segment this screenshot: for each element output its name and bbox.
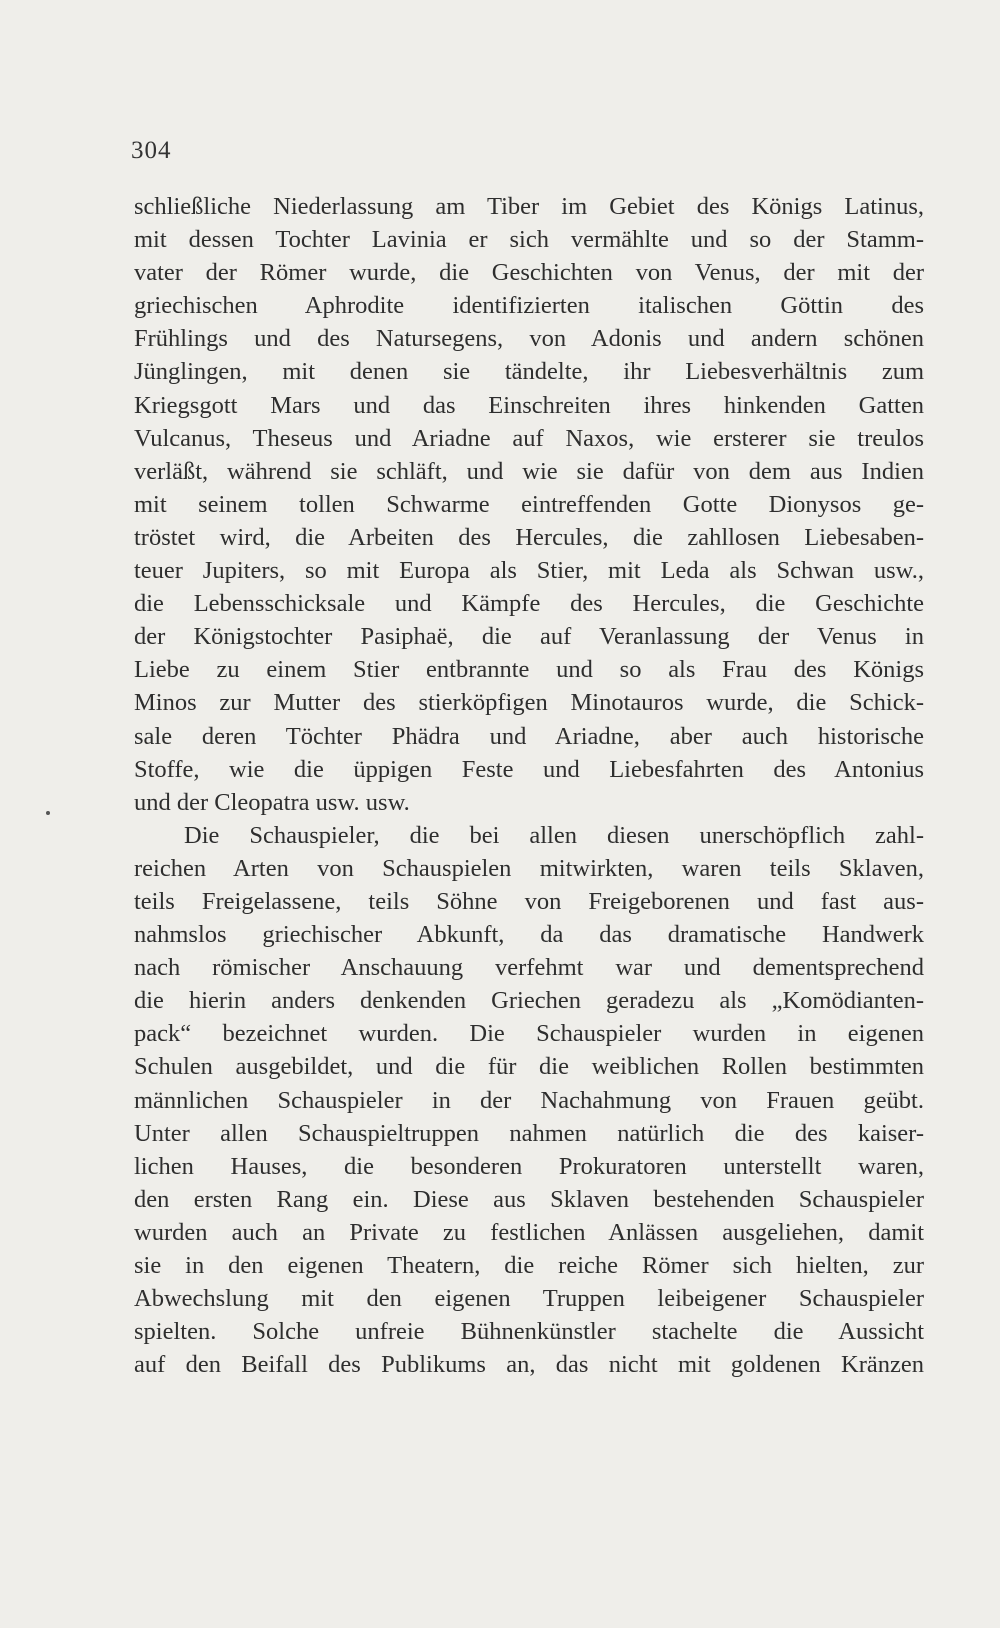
paragraph-start-line: Die Schauspieler, die bei allen diesen unerschöpflich zahl- [184, 821, 924, 849]
text-line: verläßt, während sie schläft, und wie sie dafür von dem aus Indien [134, 457, 924, 485]
text-line: nahmslos griechischer Abkunft, da das dramatische Handwerk [134, 921, 924, 949]
text-line: Stoffe, wie die üppigen Feste und Liebesfahrten des Antonius [134, 755, 924, 783]
text-line: griechischen Aphrodite identifizierten italischen Göttin des [134, 292, 924, 320]
text-line: männlichen Schauspieler in der Nachahmung von Frauen geübt. [134, 1086, 924, 1114]
text-line: nach römischer Anschauung verfehmt war und dementsprechend [134, 954, 924, 982]
text-line: auf den Beifall des Publikums an, das nicht mit goldenen Kränzen [134, 1351, 924, 1379]
text-line: spielten. Solche unfreie Bühnenkünstler stachelte die Aussicht [134, 1318, 924, 1346]
paragraph-end-line: und der Cleopatra usw. usw. [134, 788, 410, 816]
text-line: Kriegsgott Mars und das Einschreiten ihres hinkenden Gatten [134, 391, 924, 419]
body-text [134, 190, 924, 1381]
text-line: reichen Arten von Schauspielen mitwirkten, waren teils Sklaven, [134, 854, 924, 882]
text-line: Schulen ausgebildet, und die für die weiblichen Rollen bestimmten [134, 1053, 924, 1081]
text-line: Unter allen Schauspieltruppen nahmen natürlich die des kaiser- [134, 1119, 924, 1147]
text-line: Vulcanus, Theseus und Ariadne auf Naxos, wie ersterer sie treulos [134, 424, 924, 452]
text-line: die hierin anders denkenden Griechen geradezu als „Komödianten- [134, 987, 924, 1015]
text-line: sie in den eigenen Theatern, die reiche Römer sich hielten, zur [134, 1252, 924, 1279]
text-line: mit dessen Tochter Lavinia er sich vermählte und so der Stamm- [134, 226, 924, 254]
text-line: Frühlings und des Natursegens, von Adonis und andern schönen [134, 325, 924, 353]
text-line: teils Freigelassene, teils Söhne von Freigeborenen und fast aus- [134, 887, 924, 915]
text-line: mit seinem tollen Schwarme eintreffenden Gotte Dionysos ge- [134, 490, 924, 518]
ink-speck [46, 811, 50, 815]
text-line: Jünglingen, mit denen sie tändelte, ihr Liebesverhältnis zum [134, 358, 924, 386]
text-line: den ersten Rang ein. Diese aus Sklaven bestehenden Schauspieler [134, 1185, 924, 1213]
text-line: die Lebensschicksale und Kämpfe des Hercules, die Geschichte [134, 590, 924, 618]
text-line: teuer Jupiters, so mit Europa als Stier, mit Leda als Schwan usw., [134, 557, 924, 585]
text-line: vater der Römer wurde, die Geschichten von Venus, der mit der [134, 259, 924, 287]
text-line: tröstet wird, die Arbeiten des Hercules, die zahllosen Liebesaben- [134, 523, 924, 551]
text-line: Minos zur Mutter des stierköpfigen Minotauros wurde, die Schick- [134, 689, 924, 717]
page-number: 304 [131, 137, 172, 164]
text-line: Liebe zu einem Stier entbrannte und so als Frau des Königs [134, 656, 924, 684]
text-line: der Königstochter Pasiphaë, die auf Veranlassung der Venus in [134, 623, 924, 651]
text-line: sale deren Töchter Phädra und Ariadne, aber auch historische [134, 722, 924, 750]
text-line: wurden auch an Private zu festlichen Anlässen ausgeliehen, damit [134, 1218, 924, 1246]
text-line: lichen Hauses, die besonderen Prokuratoren unterstellt waren, [134, 1152, 924, 1180]
text-line: Abwechslung mit den eigenen Truppen leibeigener Schauspieler [134, 1285, 924, 1313]
text-line: schließliche Niederlassung am Tiber im Gebiet des Königs Latinus, [134, 193, 924, 220]
text-line: pack“ bezeichnet wurden. Die Schauspieler wurden in eigenen [134, 1020, 924, 1048]
